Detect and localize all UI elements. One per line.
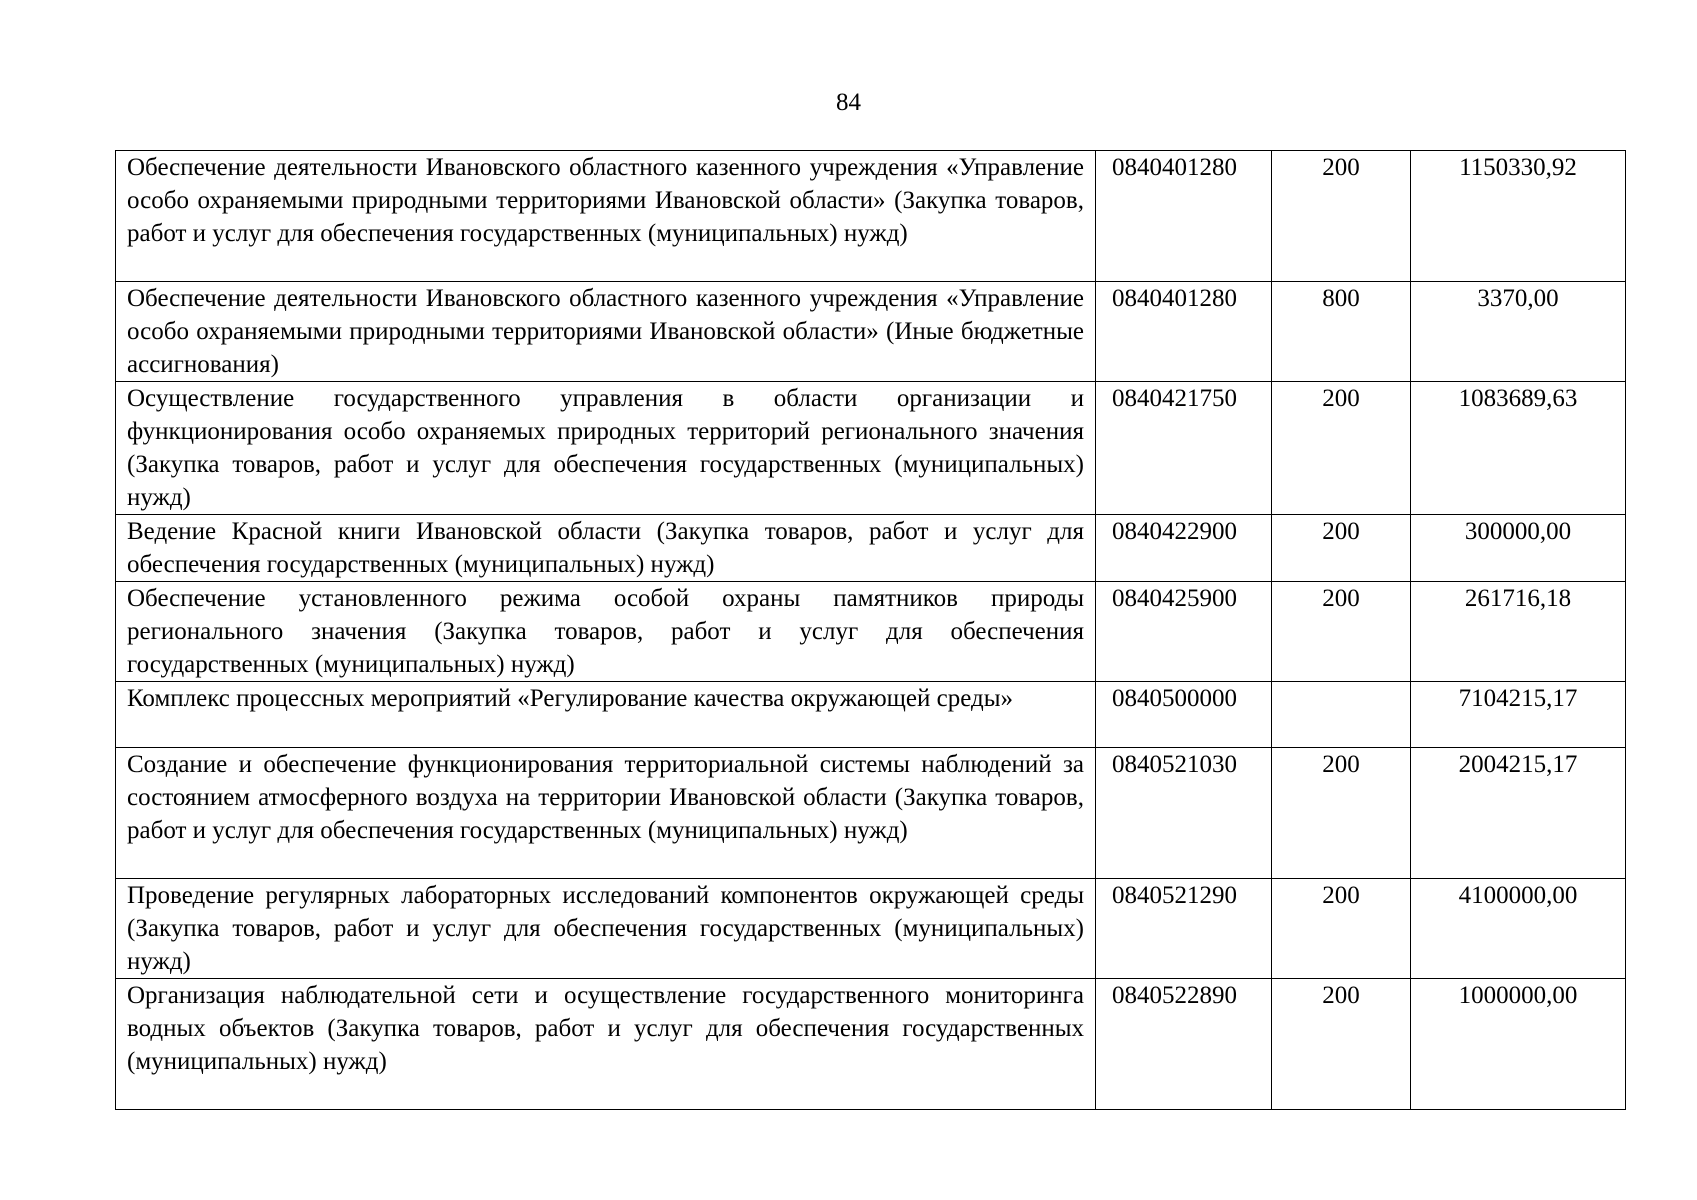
amount-value: 2004215,17 xyxy=(1411,748,1626,879)
row-description: Обеспечение деятельности Ивановского областного казенного учреждения «Управление особо охраняемыми природными территориями Ивановской области» (Иные бюджетные ассигнования) xyxy=(116,282,1096,382)
amount-value: 1000000,00 xyxy=(1411,979,1626,1110)
table-row xyxy=(116,382,1626,515)
table-row xyxy=(116,979,1626,1110)
target-article-code: 0840521030 xyxy=(1096,748,1272,879)
expense-type-code xyxy=(1272,682,1411,748)
target-article-code: 0840421750 xyxy=(1096,382,1272,515)
expense-type-code: 200 xyxy=(1272,582,1411,682)
table-row xyxy=(116,682,1626,748)
row-description: Обеспечение установленного режима особой охраны памятников природы регионального значения (Закупка товаров, работ и услуг для обеспечения государственных (муниципальных) нужд) xyxy=(116,582,1096,682)
table-row xyxy=(116,748,1626,879)
page-number: 84 xyxy=(836,89,861,116)
expense-type-code: 200 xyxy=(1272,382,1411,515)
table-row xyxy=(116,582,1626,682)
target-article-code: 0840422900 xyxy=(1096,515,1272,582)
row-description: Проведение регулярных лабораторных исследований компонентов окружающей среды (Закупка товаров, работ и услуг для обеспечения государственных (муниципальных) нужд) xyxy=(116,879,1096,979)
expense-type-code: 200 xyxy=(1272,151,1411,282)
target-article-code: 0840500000 xyxy=(1096,682,1272,748)
expense-type-code: 200 xyxy=(1272,879,1411,979)
table-row xyxy=(116,515,1626,582)
row-description: Организация наблюдательной сети и осуществление государственного мониторинга водных объектов (Закупка товаров, работ и услуг для обеспечения государственных (муниципальных) нужд) xyxy=(116,979,1096,1110)
budget-allocation-table xyxy=(115,150,1626,1110)
table-row xyxy=(116,879,1626,979)
expense-type-code: 200 xyxy=(1272,748,1411,879)
amount-value: 4100000,00 xyxy=(1411,879,1626,979)
row-description: Комплекс процессных мероприятий «Регулирование качества окружающей среды» xyxy=(116,682,1096,748)
expense-type-code: 200 xyxy=(1272,515,1411,582)
target-article-code: 0840401280 xyxy=(1096,282,1272,382)
row-description: Ведение Красной книги Ивановской области (Закупка товаров, работ и услуг для обеспечения государственных (муниципальных) нужд) xyxy=(116,515,1096,582)
target-article-code: 0840521290 xyxy=(1096,879,1272,979)
row-description: Обеспечение деятельности Ивановского областного казенного учреждения «Управление особо охраняемыми природными территориями Ивановской области» (Закупка товаров, работ и услуг для обеспечения государственных (муниципальных) нужд) xyxy=(116,151,1096,282)
table-row xyxy=(116,151,1626,282)
row-description: Осуществление государственного управления в области организации и функционирования особо охраняемых природных территорий регионального значения (Закупка товаров, работ и услуг для обеспечения государственных (муниципальных) нужд) xyxy=(116,382,1096,515)
expense-type-code: 200 xyxy=(1272,979,1411,1110)
table-row xyxy=(116,282,1626,382)
amount-value: 1150330,92 xyxy=(1411,151,1626,282)
target-article-code: 0840401280 xyxy=(1096,151,1272,282)
amount-value: 300000,00 xyxy=(1411,515,1626,582)
amount-value: 261716,18 xyxy=(1411,582,1626,682)
target-article-code: 0840425900 xyxy=(1096,582,1272,682)
target-article-code: 0840522890 xyxy=(1096,979,1272,1110)
amount-value: 3370,00 xyxy=(1411,282,1626,382)
row-description: Создание и обеспечение функционирования территориальной системы наблюдений за состоянием атмосферного воздуха на территории Ивановской области (Закупка товаров, работ и услуг для обеспечения государственных (муниципальных) нужд) xyxy=(116,748,1096,879)
amount-value: 7104215,17 xyxy=(1411,682,1626,748)
amount-value: 1083689,63 xyxy=(1411,382,1626,515)
expense-type-code: 800 xyxy=(1272,282,1411,382)
